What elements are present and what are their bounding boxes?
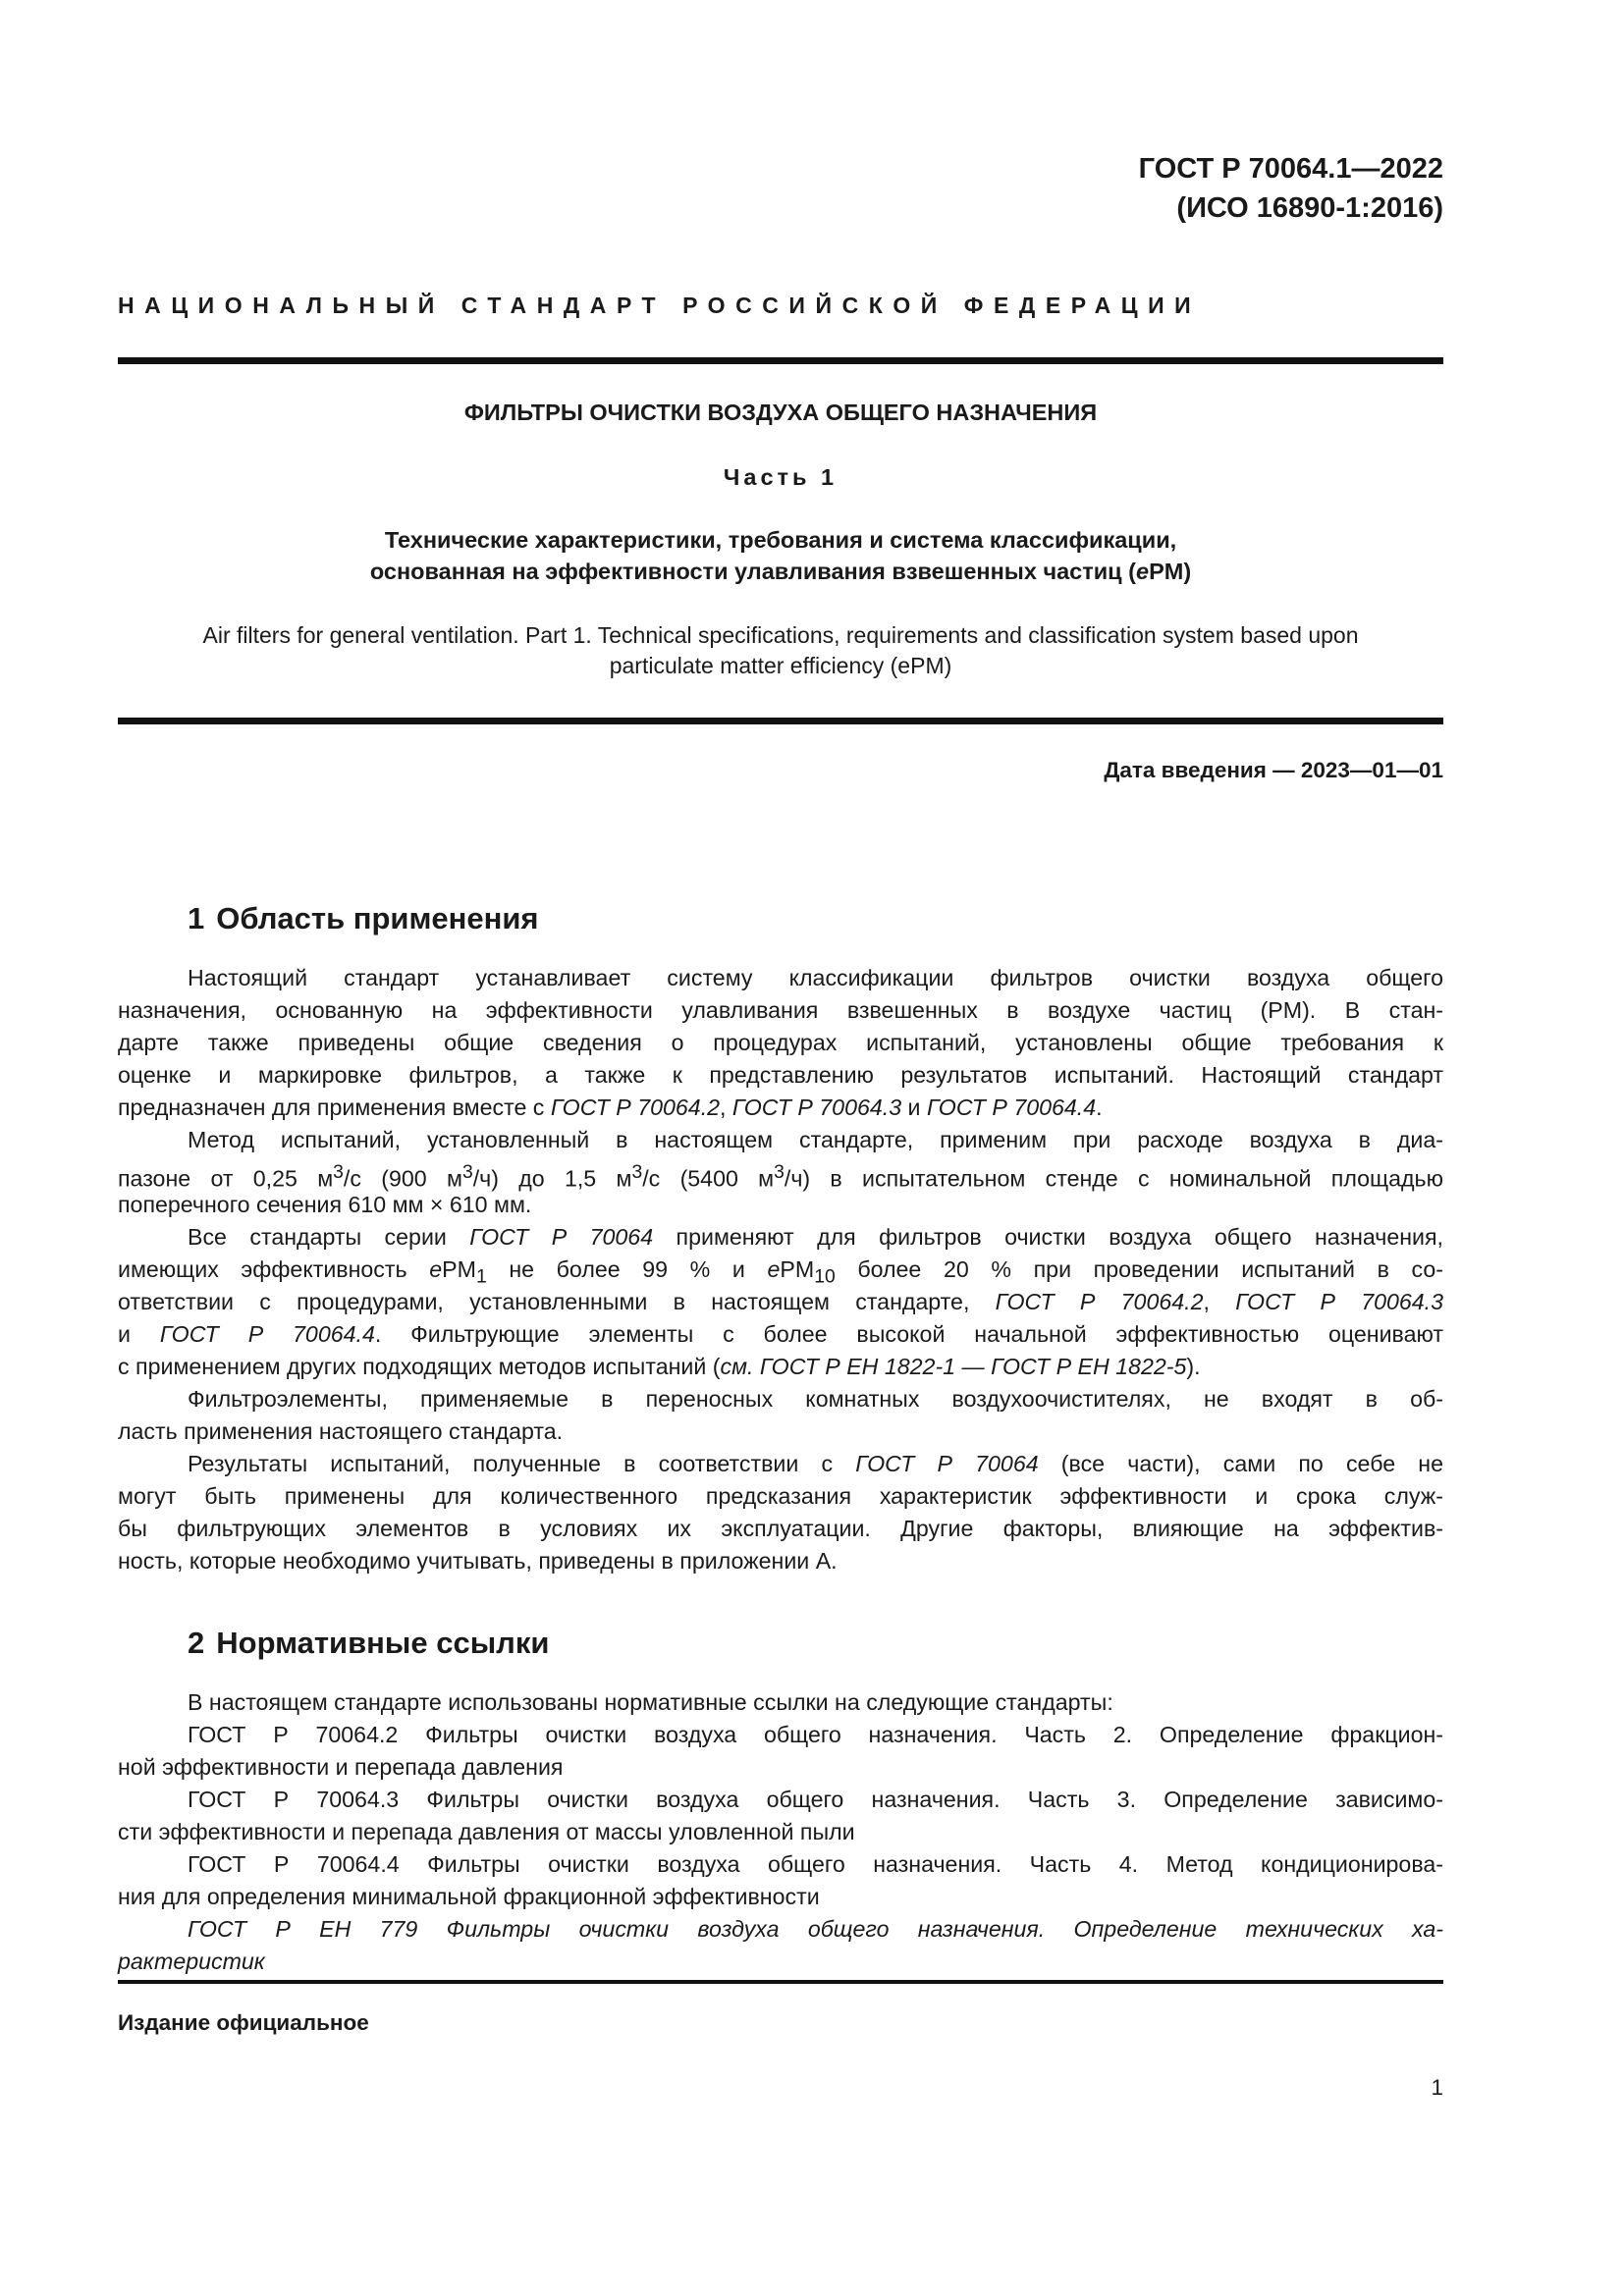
section-1-paragraph-1: [118, 962, 1443, 1124]
reference-entry: ния для определения минимальной фракционной эффективности: [118, 1884, 820, 1909]
text-line: [118, 1254, 1443, 1286]
official-edition-label: Издание официальное: [118, 2010, 369, 2035]
header-rule: [118, 357, 1443, 364]
english-title: [118, 620, 1443, 681]
superscript: 3: [333, 1162, 344, 1183]
english-title-line-2: particulate matter efficiency (ePM): [609, 653, 952, 678]
text-line: [118, 1448, 1443, 1480]
subscript: 1: [475, 1266, 487, 1288]
document-number: [1139, 149, 1443, 228]
text: ,: [1203, 1289, 1236, 1314]
document-number-iso: (ИСО 16890-1:2016): [1176, 192, 1443, 224]
text: не более 99 % и: [486, 1256, 768, 1282]
reference-entry: ГОСТ Р 70064.2 Фильтры очистки воздуха общего назначения. Часть 2. Определение фракцион-: [188, 1722, 1443, 1747]
subtitle-line-2: [118, 556, 1443, 587]
text: /ч) в испытательном стенде с номинальной площадью: [784, 1165, 1443, 1192]
text-line: оценке и маркировке фильтров, а также к представлению результатов испытаний. Настоящий стандарт: [118, 1062, 1443, 1088]
text: PM: [442, 1256, 476, 1282]
text: более 20 % при проведении испытаний в со-: [835, 1256, 1443, 1282]
text-line: [118, 1156, 1443, 1192]
document-subtitle: [118, 524, 1443, 587]
text: ).: [1186, 1354, 1201, 1379]
section-1-paragraph-2: [118, 1124, 1443, 1221]
reference-entry: ной эффективности и перепада давления: [118, 1754, 564, 1780]
text-line: дарте также приведены общие сведения о процедурах испытаний, установлены общие требования к: [118, 1030, 1443, 1055]
section-1-number: 1: [188, 901, 205, 935]
text-line: [118, 1318, 1443, 1351]
section-1-paragraph-5: [118, 1448, 1443, 1577]
text-line: Метод испытаний, установленный в настоящем стандарте, применим при расходе воздуха в диа-: [188, 1127, 1443, 1152]
reference: ГОСТ Р 70064.3: [1235, 1289, 1444, 1314]
reference: ГОСТ Р 70064: [469, 1224, 654, 1250]
italic-e: e: [429, 1256, 443, 1282]
text: и: [118, 1321, 160, 1347]
section-1-heading: [188, 899, 539, 938]
text: пазоне от 0,25 м: [118, 1165, 334, 1192]
subtitle-line-1: Технические характеристики, требования и система классификации,: [384, 527, 1177, 553]
text-line: [118, 1221, 1443, 1254]
superscript: 3: [631, 1162, 643, 1183]
introduction-date: Дата введения — 2023—01—01: [1104, 758, 1443, 782]
superscript: 3: [774, 1162, 785, 1183]
text: ответствии с процедурами, установленными в настоящем стандарте,: [118, 1289, 996, 1314]
reference-entry: ГОСТ Р 70064.3 Фильтры очистки воздуха общего назначения. Часть 3. Определение зависимо-: [188, 1787, 1443, 1812]
text-line: Фильтроэлементы, применяемые в переносных комнатных воздухоочистителях, не входят в об-: [188, 1386, 1443, 1412]
text-line: [118, 1286, 1443, 1318]
reference: см. ГОСТ Р ЕН 1822-1 — ГОСТ Р ЕН 1822-5: [720, 1354, 1187, 1379]
text: применяют для фильтров очистки воздуха общего назначения,: [653, 1224, 1443, 1250]
part-label: Часть 1: [723, 464, 839, 490]
text-line: [118, 1092, 1443, 1124]
text: и: [901, 1095, 927, 1120]
reference-entry: сти эффективности и перепада давления от массы уловленной пыли: [118, 1819, 855, 1844]
text: PM: [780, 1256, 815, 1282]
section-2-heading: [188, 1624, 549, 1663]
text: .: [1096, 1095, 1103, 1120]
text-line: ласть применения настоящего стандарта.: [118, 1418, 564, 1444]
section-2-number: 2: [188, 1626, 205, 1660]
reference: ГОСТ Р 70064.2: [550, 1095, 721, 1120]
subtitle-italic-e: e: [1135, 559, 1150, 584]
reference-entry: ГОСТ Р ЕН 779 Фильтры очистки воздуха общего назначения. Определение технических ха-: [188, 1916, 1443, 1942]
superscript: 3: [461, 1162, 473, 1183]
text: (все части), сами по себе не: [1038, 1451, 1443, 1476]
text: предназначен для применения вместе с: [118, 1095, 551, 1120]
reference: ГОСТ Р 70064.4: [926, 1095, 1097, 1120]
text: /с (900 м: [343, 1165, 462, 1192]
text: Все стандарты серии: [188, 1224, 470, 1250]
english-title-line-1: Air filters for general ventilation. Part 1. Technical specifications, requirements and classification system based upon: [202, 622, 1359, 648]
text: . Фильтрующие элементы с более высокой начальной эффективностью оценивают: [374, 1321, 1444, 1347]
text-line: назначения, основанную на эффективности улавливания взвешенных в воздухе частиц (PM). В стан-: [118, 997, 1443, 1023]
document-number-gost: ГОСТ Р 70064.1—2022: [1138, 153, 1443, 185]
section-2-title: Нормативные ссылки: [216, 1626, 550, 1660]
subtitle-text-end: PM): [1149, 559, 1192, 584]
document-title: ФИЛЬТРЫ ОЧИСТКИ ВОЗДУХА ОБЩЕГО НАЗНАЧЕНИЯ: [463, 400, 1098, 425]
section-2-references: [118, 1686, 1443, 1978]
footer-rule: [118, 1980, 1443, 1984]
text: Результаты испытаний, полученные в соответствии с: [188, 1451, 856, 1476]
national-standard-banner: НАЦИОНАЛЬНЫЙ СТАНДАРТ РОССИЙСКОЙ ФЕДЕРАЦИИ: [118, 293, 1202, 318]
reference: ГОСТ Р 70064.4: [159, 1321, 375, 1347]
title-rule: [118, 718, 1443, 724]
section-1-paragraph-3: [118, 1221, 1443, 1383]
text-line: ность, которые необходимо учитывать, приведены в приложении А.: [118, 1548, 838, 1574]
text-line: бы фильтрующих элементов в условиях их эксплуатации. Другие факторы, влияющие на эффектив-: [118, 1516, 1443, 1541]
reference: ГОСТ Р 70064.3: [731, 1095, 902, 1120]
reference: ГОСТ Р 70064: [855, 1451, 1039, 1476]
text: с применением других подходящих методов испытаний (: [118, 1354, 721, 1379]
text: ,: [720, 1095, 732, 1120]
reference-entry: ГОСТ Р 70064.4 Фильтры очистки воздуха общего назначения. Часть 4. Метод кондиционирова-: [188, 1851, 1443, 1877]
text-line: поперечного сечения 610 мм × 610 мм.: [118, 1192, 532, 1217]
text-line: могут быть применены для количественного предсказания характеристик эффективности и срока служ-: [118, 1483, 1443, 1509]
text: /с (5400 м: [642, 1165, 775, 1192]
subscript: 10: [814, 1266, 836, 1288]
section-1-paragraph-4: [118, 1383, 1443, 1448]
text-line: [118, 1351, 1443, 1383]
italic-e: e: [767, 1256, 781, 1282]
text: /ч) до 1,5 м: [472, 1165, 632, 1192]
reference: ГОСТ Р 70064.2: [995, 1289, 1204, 1314]
page-number: 1: [1431, 2075, 1443, 2100]
reference-entry: рактеристик: [118, 1949, 265, 1974]
section-2-intro: В настоящем стандарте использованы нормативные ссылки на следующие стандарты:: [188, 1689, 1113, 1715]
subtitle-text: основанная на эффективности улавливания взвешенных частиц (: [369, 559, 1136, 584]
text-line: Настоящий стандарт устанавливает систему классификации фильтров очистки воздуха общего: [188, 965, 1443, 990]
section-1-title: Область применения: [216, 901, 539, 935]
text: имеющих эффективность: [118, 1256, 430, 1282]
